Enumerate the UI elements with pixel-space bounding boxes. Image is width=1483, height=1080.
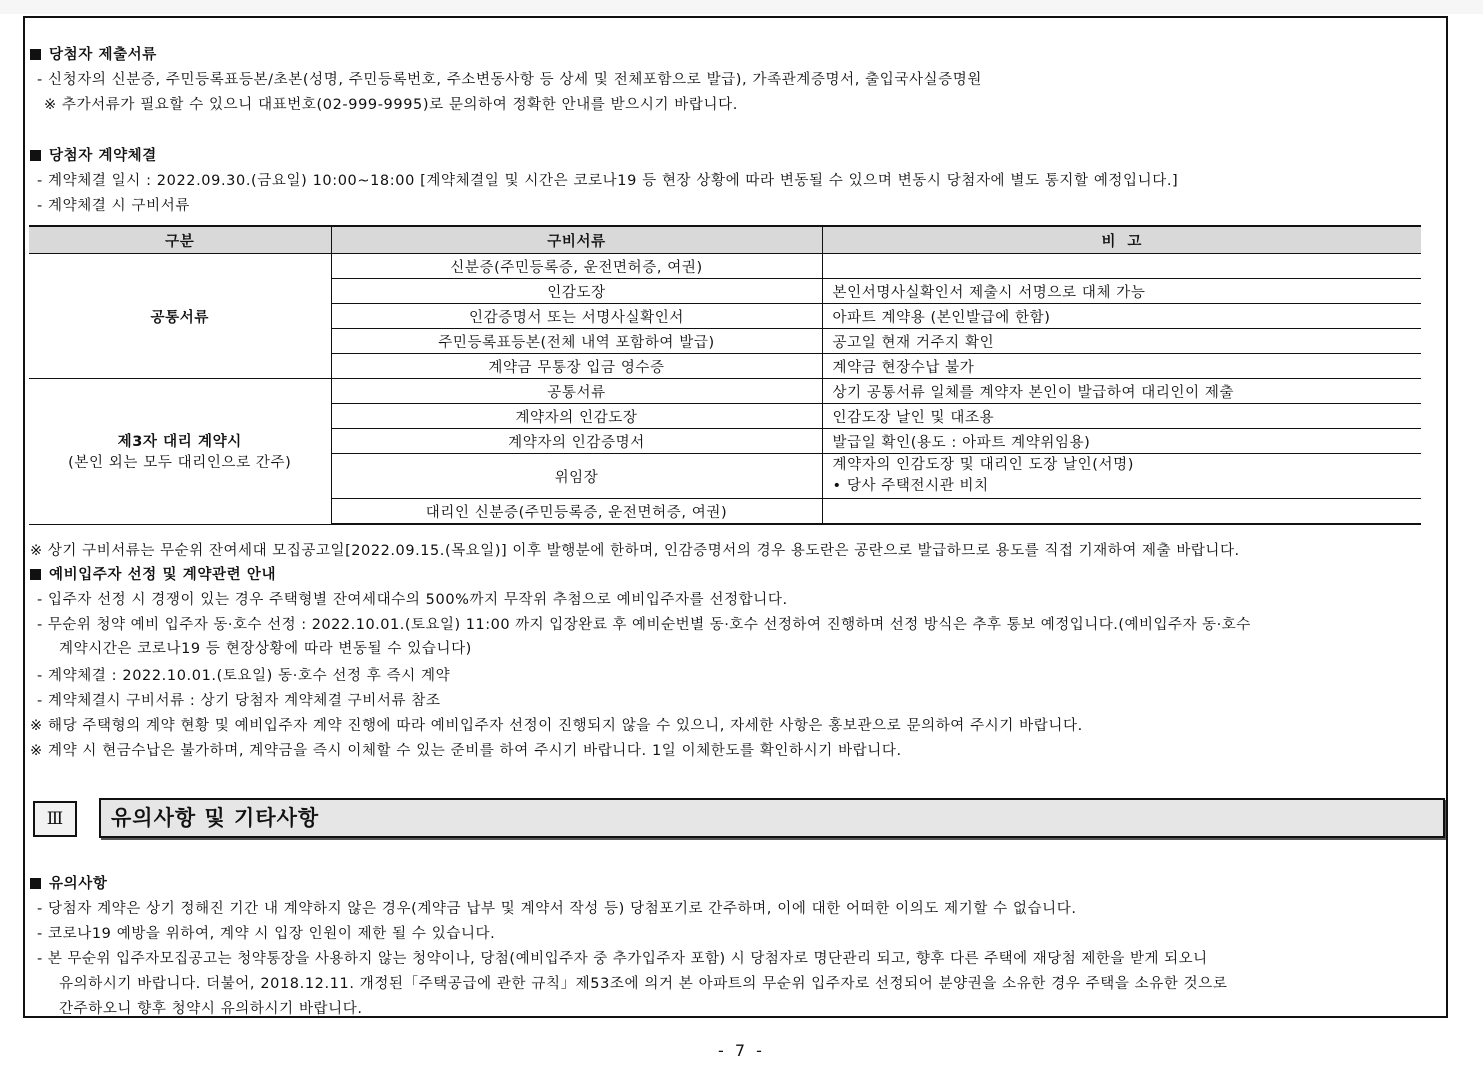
reserve-note: ※ 해당 주택형의 계약 현황 및 예비입주자 계약 진행에 따라 예비입주자 선정이 진행되지 않을 수 있으니, 자세한 사항은 홍보관으로 문의하여 주시기 바랍니다. bbox=[30, 718, 1083, 734]
winner-docs-line: - 신청자의 신분증, 주민등록표등본/초본(성명, 주민등록번호, 주소변동사항 등 상세 및 전체포함으로 발급), 가족관계증명서, 출입국사실증명원 bbox=[37, 72, 982, 88]
notice-line-cont: 유의하시기 바랍니다. 더불어, 2018.12.11. 개정된「주택공급에 관한 규칙」제53조에 의거 본 아파트의 무순위 입주자로 선정되어 분양권을 소유한 경우 주택을 소유한 것으로 bbox=[59, 976, 1228, 992]
page-number: - 7 - bbox=[718, 1041, 765, 1060]
winner-docs-note: ※ 추가서류가 필요할 수 있으니 대표번호(02-999-9995)로 문의하여 정확한 안내를 받으시기 바랍니다. bbox=[44, 97, 738, 113]
square-bullet-icon bbox=[30, 878, 41, 889]
doc-cell: 계약자의 인감증명서 bbox=[331, 429, 822, 454]
doc-cell: 인감도장 bbox=[331, 279, 822, 304]
reserve-note: ※ 계약 시 현금수납은 불가하며, 계약금을 즉시 이체할 수 있는 준비를 하여 주시기 바랍니다. 1일 이체한도를 확인하시기 바랍니다. bbox=[30, 743, 902, 759]
note-cell: 공고일 현재 거주지 확인 bbox=[822, 329, 1421, 354]
table-row bbox=[29, 379, 1421, 404]
reserve-line: - 입주자 선정 시 경쟁이 있는 경우 주택형별 잔여세대수의 500%까지 무작위 추첨으로 예비입주자를 선정합니다. bbox=[37, 592, 788, 608]
notice-line: - 코로나19 예방을 위하여, 계약 시 입장 인원이 제한 될 수 있습니다. bbox=[37, 926, 496, 942]
note-bullet-line: • 당사 주택전시관 비치 bbox=[832, 478, 989, 494]
reserve-line-cont: 계약시간은 코로나19 등 현장상황에 따라 변동될 수 있습니다) bbox=[59, 641, 472, 657]
doc-cell: 위임장 bbox=[331, 454, 822, 499]
note-cell: 발급일 확인(용도 : 아파트 계약위임용) bbox=[822, 429, 1421, 454]
top-shade bbox=[0, 0, 1483, 14]
square-bullet-icon bbox=[30, 49, 41, 60]
contract-heading: 당첨자 계약체결 bbox=[30, 146, 157, 166]
note-cell bbox=[822, 499, 1421, 525]
square-bullet-icon bbox=[30, 569, 41, 580]
contract-docs-line: - 계약체결 시 구비서류 bbox=[37, 198, 190, 214]
group-proxy-title: 제3자 대리 계약시 bbox=[117, 434, 242, 451]
note-cell bbox=[822, 254, 1421, 279]
notice-line: - 본 무순위 입주자모집공고는 청약통장을 사용하지 않는 청약이나, 당첨(예비입주자 중 추가입주자 포함) 시 당첨자로 명단관리 되고, 향후 다른 주택에 재당첨 제한을 받게 되오니 bbox=[37, 951, 1208, 967]
note-cell: 아파트 계약용 (본인발급에 한함) bbox=[822, 304, 1421, 329]
note-cell: 인감도장 날인 및 대조용 bbox=[822, 404, 1421, 429]
note-cell bbox=[822, 454, 1421, 499]
notice-line: - 당첨자 계약은 상기 정해진 기간 내 계약하지 않은 경우(계약금 납부 및 계약서 작성 등) 당첨포기로 간주하며, 이에 대한 어떠한 이의도 제기할 수 없습니다. bbox=[37, 901, 1077, 917]
notice-line-cont: 간주하오니 향후 청약시 유의하시기 바랍니다. bbox=[59, 1001, 363, 1017]
contract-datetime-line: - 계약체결 일시 : 2022.09.30.(금요일) 10:00~18:00 [계약체결일 및 시간은 코로나19 등 현장 상황에 따라 변동될 수 있으며 변동시 당첨자에 별도 통지할 예정입니다.] bbox=[37, 173, 1179, 189]
note-cell: 상기 공통서류 일체를 계약자 본인이 발급하여 대리인이 제출 bbox=[822, 379, 1421, 404]
table-note: ※ 상기 구비서류는 무순위 잔여세대 모집공고일[2022.09.15.(목요일)] 이후 발행분에 한하며, 인감증명서의 경우 용도란은 공란으로 발급하므로 용도를 직접 기재하여 제출 바랍니다. bbox=[30, 543, 1240, 559]
section-number-box: Ⅲ bbox=[33, 801, 77, 837]
note-line: 계약자의 인감도장 및 대리인 도장 날인(서명) bbox=[832, 457, 1134, 473]
note-cell: 계약금 현장수납 불가 bbox=[822, 354, 1421, 379]
content-frame bbox=[23, 16, 1448, 1018]
doc-cell: 대리인 신분증(주민등록증, 운전면허증, 여권) bbox=[331, 499, 822, 525]
doc-cell: 계약금 무통장 입금 영수증 bbox=[331, 354, 822, 379]
doc-cell: 인감증명서 또는 서명사실확인서 bbox=[331, 304, 822, 329]
notice-heading: 유의사항 bbox=[30, 874, 107, 894]
section-title-bar: 유의사항 및 기타사항 bbox=[99, 798, 1445, 838]
reserve-heading: 예비입주자 선정 및 계약관련 안내 bbox=[30, 565, 276, 585]
reserve-line: - 계약체결시 구비서류 : 상기 당첨자 계약체결 구비서류 참조 bbox=[37, 693, 441, 709]
doc-cell: 주민등록표등본(전체 내역 포함하여 발급) bbox=[331, 329, 822, 354]
required-documents-table bbox=[29, 225, 1421, 525]
header-category: 구분 bbox=[29, 226, 331, 254]
square-bullet-icon bbox=[30, 150, 41, 161]
table-row bbox=[29, 254, 1421, 279]
group-common-label: 공통서류 bbox=[29, 254, 331, 379]
doc-cell: 계약자의 인감도장 bbox=[331, 404, 822, 429]
reserve-line: - 계약체결 : 2022.10.01.(토요일) 동·호수 선정 후 즉시 계약 bbox=[37, 668, 451, 684]
winner-docs-heading: 당첨자 제출서류 bbox=[30, 45, 157, 65]
group-proxy-subtitle: (본인 외는 모두 대리인으로 간주) bbox=[68, 455, 292, 472]
group-proxy-label bbox=[29, 379, 331, 525]
header-documents: 구비서류 bbox=[331, 226, 822, 254]
reserve-line: - 무순위 청약 예비 입주자 동·호수 선정 : 2022.10.01.(토요일) 11:00 까지 입장완료 후 예비순번별 동·호수 선정하여 진행하며 선정 방식은 추후 통보 예정입니다.(예비입주자 동·호수 bbox=[37, 617, 1251, 633]
doc-cell: 신분증(주민등록증, 운전면허증, 여권) bbox=[331, 254, 822, 279]
table-header-row bbox=[29, 226, 1421, 254]
doc-cell: 공통서류 bbox=[331, 379, 822, 404]
note-cell: 본인서명사실확인서 제출시 서명으로 대체 가능 bbox=[822, 279, 1421, 304]
header-remarks: 비 고 bbox=[822, 226, 1421, 254]
